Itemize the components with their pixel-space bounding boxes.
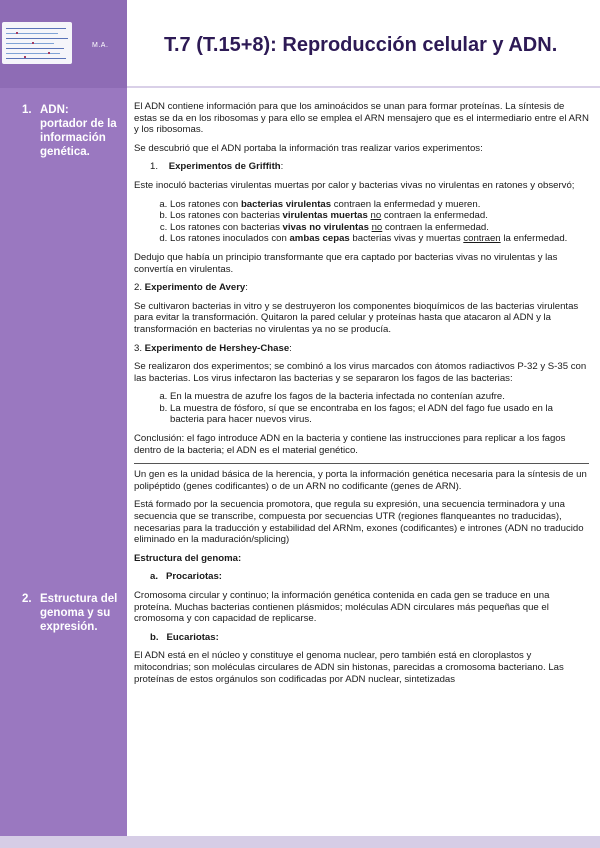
subheading-eucariotas: b. Eucariotas: bbox=[150, 631, 219, 643]
footer-band bbox=[0, 836, 600, 848]
section-1-label bbox=[14, 103, 118, 159]
section-2-label bbox=[14, 592, 118, 634]
header-divider bbox=[127, 86, 600, 88]
subheading-procariotas: a. Procariotas: bbox=[150, 571, 222, 583]
paragraph: Se realizaron dos experimentos; se combinó a los virus marcados con átomos radiactivos P-32 y S-35 con las bacterias. Los virus infectaron las bacterias y se separaron los fagos de las bacterias: bbox=[134, 361, 587, 384]
section-divider bbox=[134, 463, 589, 464]
list-item: a. Los ratones con bacterias virulentas contraen la enfermedad y mueren. bbox=[170, 199, 589, 211]
subheading-estructura: Estructura del genoma: bbox=[134, 552, 242, 564]
dna-logo-image bbox=[2, 22, 72, 64]
paragraph: Conclusión: el fago introduce ADN en la bacteria y contiene las instrucciones para replicar a los fagos dentro de la bacteria; el ADN es el material genético. bbox=[134, 433, 566, 456]
section-1-number: 1. bbox=[22, 104, 32, 116]
paragraph: Dedujo que había un principio transformante que era captado por bacterias vivas no virulentas y las convertía en virulentas. bbox=[134, 251, 558, 275]
section-2-title: Estructura del genoma y su expresión. bbox=[40, 593, 118, 633]
list-item: b. Los ratones con bacterias virulentas muertas no contraen la enfermedad. bbox=[170, 210, 589, 222]
paragraph: Está formado por la secuencia promotora, que regula su expresión, una secuencia terminadora y una secuencia que se transcribe, compuesta por secuencias UTR (regiones flanqueantes no traducidas), necesarias para la traducción y estabilidad del ARNm, exones (codificantes) e intrones (ADN no traducido eliminado en la maduración/splicing) bbox=[134, 499, 584, 546]
list-item: d. Los ratones inoculados con ambas cepas bacterias vivas y muertas contraen la enfermedad. bbox=[170, 233, 589, 245]
paragraph: Se cultivaron bacterias in vitro y se destruyeron los componentes bioquímicos de las bacterias virulentas para evitar la transformación. Quitaron la pared celular y proteínas hasta que atacaron al ADN y la transformación en bacterias no virulentas ya no se producía. bbox=[134, 300, 579, 335]
list-item: b. La muestra de fósforo, sí que se encontraba en los fagos; el ADN del fago fue usado en la bacteria para hacer nuevos virus. bbox=[170, 403, 589, 426]
section-1-title: ADN: portador de la información genética. bbox=[40, 104, 117, 158]
subheading-avery: 2. Experimento de Avery: bbox=[134, 282, 248, 294]
paragraph: El ADN contiene información para que los aminoácidos se unan para formar proteínas. La síntesis de estas se da en los ribosomas y para ello se emplea el ARN mensajero que es el intermediario entre el ARN y los ribosomas. bbox=[134, 101, 589, 136]
paragraph: Este inoculó bacterias virulentas muertas por calor y bacterias vivas no virulentas en ratones y observó; bbox=[134, 179, 575, 191]
subheading-hershey-chase: 3. Experimento de Hershey-Chase: bbox=[134, 342, 292, 354]
page-title: T.7 (T.15+8): Reproducción celular y ADN. bbox=[164, 34, 558, 56]
paragraph: Se descubrió que el ADN portaba la información tras realizar varios experimentos: bbox=[134, 142, 483, 154]
header-brand-area bbox=[0, 0, 127, 88]
main-content bbox=[134, 101, 589, 692]
paragraph: Un gen es la unidad básica de la herencia, y porta la información genética necesaria para la síntesis de un polipéptido (genes codificantes) o de un ARN no codificante (genes de ARN). bbox=[134, 469, 587, 492]
paragraph: Cromosoma circular y continuo; la información genética contenida en cada gen se traduce en una proteína. Muchas bacterias contienen plásmidos; moléculas ADN circulares más pequeñas que el cromosoma y con capacidad de replicarse. bbox=[134, 590, 550, 625]
list-item: c. Los ratones con bacterias vivas no virulentas no contraen la enfermedad. bbox=[170, 222, 589, 234]
hershey-chase-results-list bbox=[134, 391, 589, 426]
paragraph: El ADN está en el núcleo y constituye el genoma nuclear, pero también está en cloroplastos y mitocondrias; son moléculas circulares de ADN sin histonas, parecidas a cromosoma bacteriano. Las proteínas de estos orgánulos son codificadas por ADN nuclear, sintetizadas bbox=[134, 650, 564, 685]
subheading-griffith: 1. Experimentos de Griffith: bbox=[150, 161, 284, 173]
section-2-number: 2. bbox=[22, 593, 32, 605]
author-initials: M.A. bbox=[92, 42, 109, 49]
griffith-results-list bbox=[134, 199, 589, 245]
list-item: a. En la muestra de azufre los fagos de la bacteria infectada no contenían azufre. bbox=[170, 391, 589, 403]
